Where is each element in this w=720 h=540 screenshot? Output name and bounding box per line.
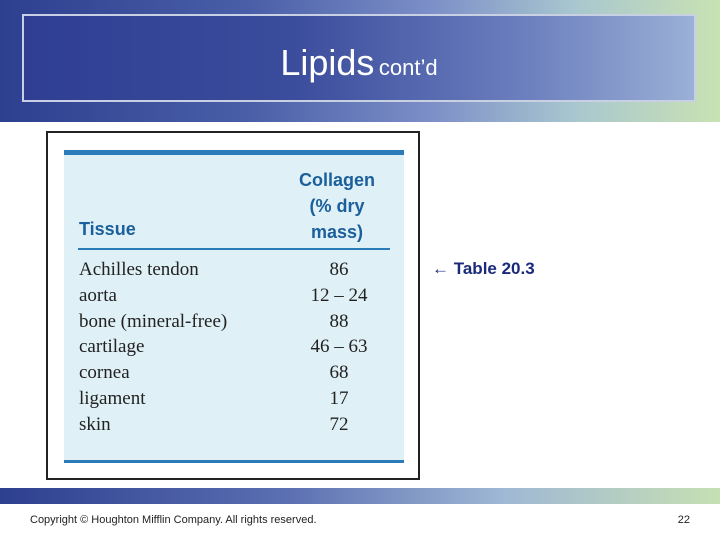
slide-title-main: Lipids xyxy=(280,42,375,83)
table-rule-top xyxy=(64,150,404,155)
tissue-cell: bone (mineral-free) xyxy=(79,310,228,332)
collagen-cell: 17 xyxy=(329,387,349,409)
table-row xyxy=(79,388,389,414)
tissue-cell: aorta xyxy=(79,284,117,306)
tissue-cell: skin xyxy=(79,413,111,435)
tissue-cell: cartilage xyxy=(79,336,145,358)
header-tissue: Tissue xyxy=(79,219,136,239)
table-row xyxy=(79,285,389,311)
collagen-cell: 46 – 63 xyxy=(310,336,368,358)
copyright-text: Copyright © Houghton Mifflin Company. All rights reserved. xyxy=(30,514,317,526)
page-number: 22 xyxy=(677,514,690,526)
table-rule-header xyxy=(78,248,390,250)
slide-title xyxy=(22,42,696,84)
slide-title-sub: cont’d xyxy=(378,55,438,80)
table-body xyxy=(79,259,389,440)
bottom-banner xyxy=(0,488,720,504)
tissue-cell: cornea xyxy=(79,362,130,384)
table-row xyxy=(79,414,389,440)
tissue-cell: ligament xyxy=(79,387,146,409)
header-collagen-line2: (% dry xyxy=(309,196,365,216)
table-rule-bottom xyxy=(64,460,404,463)
table-caption xyxy=(432,259,535,279)
table-row xyxy=(79,336,389,362)
header-collagen xyxy=(285,167,389,245)
collagen-cell: 86 xyxy=(329,259,349,280)
left-arrow-icon: ← xyxy=(432,259,449,278)
table-row xyxy=(79,362,389,388)
table-row xyxy=(79,259,389,285)
collagen-cell: 72 xyxy=(329,413,349,435)
caption-text: Table 20.3 xyxy=(453,259,535,278)
tissue-cell: Achilles tendon xyxy=(79,259,199,280)
table-row xyxy=(79,311,389,337)
collagen-cell: 12 – 24 xyxy=(310,284,368,306)
collagen-cell: 88 xyxy=(329,310,349,332)
collagen-cell: 68 xyxy=(329,362,349,384)
header-collagen-line1: Collagen xyxy=(298,170,375,190)
header-collagen-line3: mass) xyxy=(310,222,364,242)
